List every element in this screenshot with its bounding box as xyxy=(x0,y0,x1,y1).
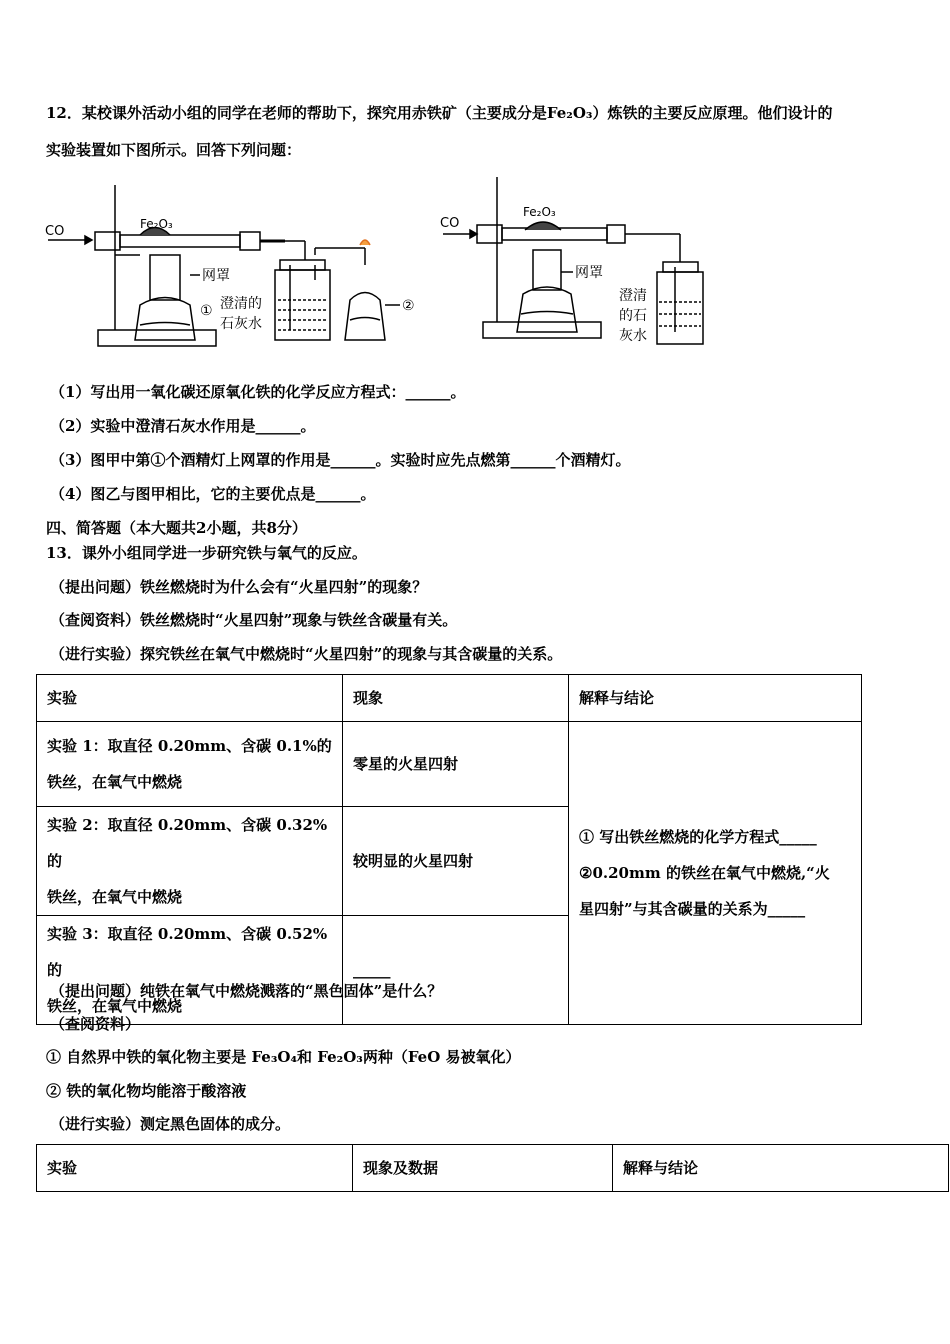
table1-row1-exp xyxy=(37,722,343,807)
label-limewater1-a: 澄清的 xyxy=(220,296,262,312)
apparatus-diagram-b xyxy=(435,172,705,352)
q12-sub4: （4）图乙与图甲相比，它的主要优点是______。 xyxy=(50,485,376,503)
exp2-line2: 铁丝，在氧气中燃烧 xyxy=(47,888,183,906)
q13-p2: （查阅资料）铁丝燃烧时“火星四射”现象与铁丝含碳量有关。 xyxy=(50,611,458,629)
conclusion-line1: ① 写出铁丝燃烧的化学方程式_____ xyxy=(579,828,817,846)
q13-title: 13．课外小组同学进一步研究铁与氧气的反应。 xyxy=(46,544,367,562)
label-lamp2: ② xyxy=(402,298,415,314)
label-lw3-b: 灰水 xyxy=(619,328,647,344)
q12-line2: 实验装置如下图所示。回答下列问题： xyxy=(46,141,302,159)
table2-header-conc: 解释与结论 xyxy=(613,1145,949,1192)
q13-p8: （进行实验）测定黑色固体的成分。 xyxy=(50,1115,291,1133)
exp3-line2: 铁丝，在氧气中燃烧 xyxy=(47,997,183,1015)
table1-row3-exp xyxy=(37,916,343,1025)
exp1-line2: 铁丝，在氧气中燃烧 xyxy=(47,773,183,791)
label-co-b: CO xyxy=(440,216,460,231)
label-fe2o3-a: Fe₂O₃ xyxy=(140,217,173,231)
label-lamp1: ① xyxy=(200,303,213,319)
exp1-line1: 实验 1：取直径 0.20mm、含碳 0.1%的 xyxy=(47,737,332,755)
apparatus-diagram-a xyxy=(40,180,440,355)
experiment-table-1 xyxy=(36,674,862,1025)
table1-row2-phen: 较明显的火星四射 xyxy=(343,807,569,916)
label-limewater2-a: 石灰水 xyxy=(220,316,262,332)
q12-sub2: （2）实验中澄清石灰水作用是______。 xyxy=(50,417,316,435)
q12-sub1: （1）写出用一氧化碳还原氧化铁的化学反应方程式：______。 xyxy=(50,383,466,401)
label-co-a: CO xyxy=(45,224,65,239)
table1-row1-phen: 零星的火星四射 xyxy=(343,722,569,807)
label-fe2o3-b: Fe₂O₃ xyxy=(523,205,556,219)
q13-p4: （提出问题）纯铁在氧气中燃烧溅落的“黑色固体”是什么？ xyxy=(50,982,443,1000)
q13-p1: （提出问题）铁丝燃烧时为什么会有“火星四射”的现象？ xyxy=(50,578,428,596)
q13-p3: （进行实验）探究铁丝在氧气中燃烧时“火星四射”的现象与其含碳量的关系。 xyxy=(50,645,563,663)
q12-sub3: （3）图甲中第①个酒精灯上网罩的作用是______。实验时应先点燃第______个酒精灯。 xyxy=(50,451,631,469)
table2-header-data: 现象及数据 xyxy=(353,1145,613,1192)
table1-row2-exp xyxy=(37,807,343,916)
q13-p7: ② 铁的氧化物均能溶于酸溶液 xyxy=(46,1082,247,1100)
exp3-line1: 实验 3：取直径 0.20mm、含碳 0.52%的 xyxy=(47,925,328,979)
table2-header-exp: 实验 xyxy=(37,1145,353,1192)
q12-line1: 12．某校课外活动小组的同学在老师的帮助下，探究用赤铁矿（主要成分是Fe₂O₃）炼铁的主要反应原理。他们设计的 xyxy=(46,104,833,122)
conclusion-line2: ②0.20mm 的铁丝在氧气中燃烧,“火 xyxy=(579,864,830,882)
section-heading: 四、简答题（本大题共2小题，共8分） xyxy=(46,519,307,537)
label-lw2-b: 的石 xyxy=(619,308,647,324)
table1-conclusion xyxy=(569,722,862,1025)
experiment-table-2 xyxy=(36,1144,949,1192)
q13-p5: （查阅资料） xyxy=(50,1015,141,1033)
label-lw1-b: 澄清 xyxy=(619,288,647,304)
table1-header-exp: 实验 xyxy=(37,675,343,722)
table1-header-phen: 现象 xyxy=(343,675,569,722)
table1-row3-phen: _____ xyxy=(343,916,569,1025)
label-mesh-a: 网罩 xyxy=(202,268,230,284)
conclusion-line3: 星四射”与其含碳量的关系为_____ xyxy=(579,900,806,918)
label-mesh-b: 网罩 xyxy=(575,265,603,281)
q13-p6: ① 自然界中铁的氧化物主要是 Fe₃O₄和 Fe₂O₃两种（FeO 易被氧化） xyxy=(46,1048,521,1066)
exp2-line1: 实验 2：取直径 0.20mm、含碳 0.32%的 xyxy=(47,816,328,870)
table1-header-conc: 解释与结论 xyxy=(569,675,862,722)
